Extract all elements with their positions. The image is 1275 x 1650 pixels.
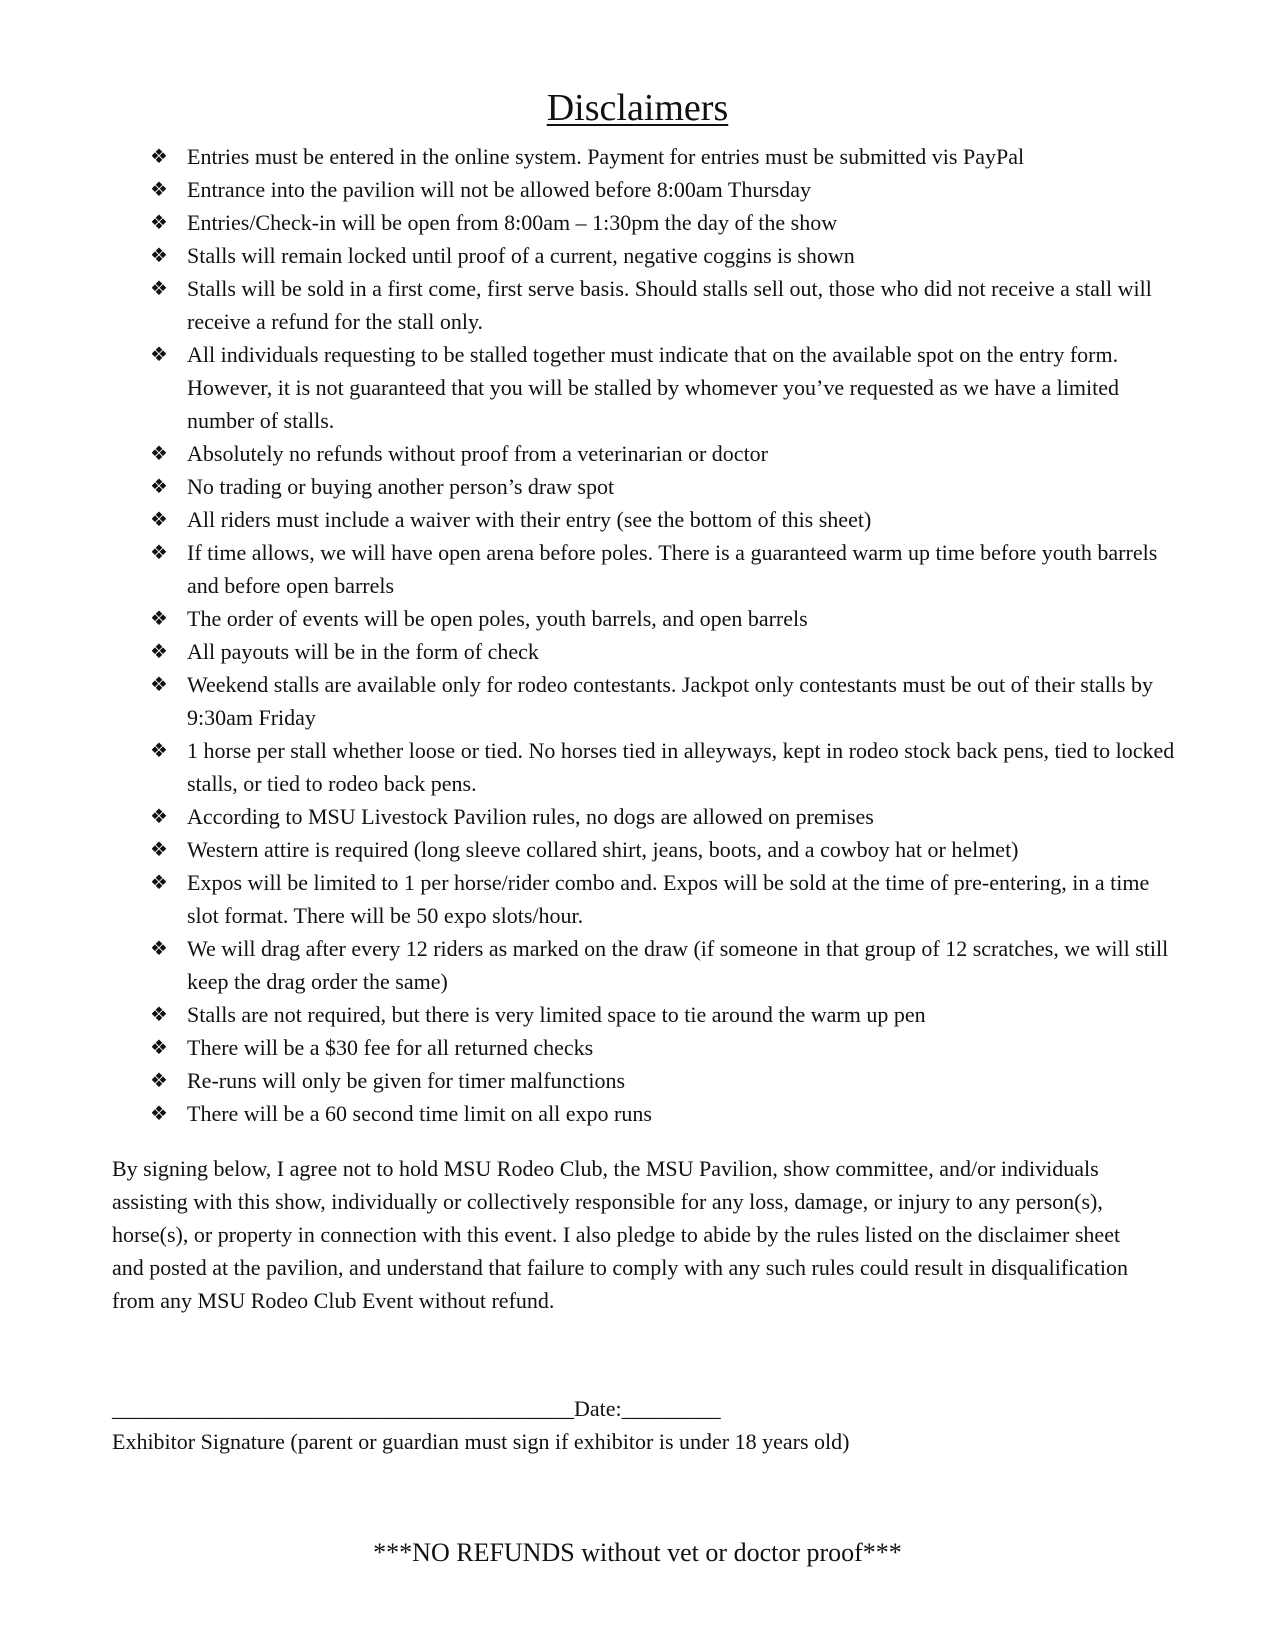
diamond-four-point-icon: ❖ bbox=[150, 870, 168, 894]
rule-text: Expos will be limited to 1 per horse/rider combo and. Expos will be sold at the time of pre-entering, in a time slot format. There will be 50 expo slots/hour. bbox=[187, 870, 1150, 928]
diamond-four-point-icon: ❖ bbox=[150, 210, 168, 234]
rule-text: No trading or buying another person’s draw spot bbox=[187, 474, 615, 499]
date-blank: _________ bbox=[621, 1396, 721, 1421]
diamond-four-point-icon: ❖ bbox=[150, 1068, 168, 1092]
signature-blank: __________________________________________ bbox=[112, 1396, 574, 1421]
rule-item bbox=[150, 536, 1180, 602]
rule-item bbox=[150, 833, 1180, 866]
rule-item bbox=[150, 800, 1180, 833]
rule-text: We will drag after every 12 riders as marked on the draw (if someone in that group of 12 scratches, we will still keep the drag order the same) bbox=[187, 936, 1169, 994]
rule-item bbox=[150, 635, 1180, 668]
diamond-four-point-icon: ❖ bbox=[150, 540, 168, 564]
rule-text: All individuals requesting to be stalled together must indicate that on the available spot on the entry form. However, it is not guaranteed that you will be stalled by whomever you’ve requested as we have a limited number of stalls. bbox=[187, 342, 1120, 433]
diamond-four-point-icon: ❖ bbox=[150, 738, 168, 762]
diamond-four-point-icon: ❖ bbox=[150, 342, 168, 366]
rule-text: Western attire is required (long sleeve collared shirt, jeans, boots, and a cowboy hat or helmet) bbox=[187, 837, 1019, 862]
diamond-four-point-icon: ❖ bbox=[150, 804, 168, 828]
rule-item bbox=[150, 437, 1180, 470]
rule-item bbox=[150, 173, 1180, 206]
diamond-four-point-icon: ❖ bbox=[150, 672, 168, 696]
rule-item bbox=[150, 1031, 1180, 1064]
rule-text: All payouts will be in the form of check bbox=[187, 639, 539, 664]
rule-text: If time allows, we will have open arena before poles. There is a guaranteed warm up time before youth barrels and before open barrels bbox=[187, 540, 1158, 598]
rule-item bbox=[150, 206, 1180, 239]
rules-list bbox=[150, 140, 1180, 1130]
diamond-four-point-icon: ❖ bbox=[150, 837, 168, 861]
diamond-four-point-icon: ❖ bbox=[150, 639, 168, 663]
diamond-four-point-icon: ❖ bbox=[150, 144, 168, 168]
rule-text: Entrance into the pavilion will not be allowed before 8:00am Thursday bbox=[187, 177, 811, 202]
rule-text: Weekend stalls are available only for rodeo contestants. Jackpot only contestants must be out of their stalls by 9:30am Friday bbox=[187, 672, 1153, 730]
rule-text: According to MSU Livestock Pavilion rules, no dogs are allowed on premises bbox=[187, 804, 874, 829]
rule-item bbox=[150, 470, 1180, 503]
rule-text: Entries must be entered in the online system. Payment for entries must be submitted vis PayPal bbox=[187, 144, 1025, 169]
signature-line bbox=[112, 1392, 721, 1425]
diamond-four-point-icon: ❖ bbox=[150, 1101, 168, 1125]
diamond-four-point-icon: ❖ bbox=[150, 177, 168, 201]
rule-text: Stalls will remain locked until proof of a current, negative coggins is shown bbox=[187, 243, 855, 268]
diamond-four-point-icon: ❖ bbox=[150, 606, 168, 630]
rule-item bbox=[150, 272, 1180, 338]
rule-text: Entries/Check-in will be open from 8:00am – 1:30pm the day of the show bbox=[187, 210, 838, 235]
rule-item bbox=[150, 602, 1180, 635]
page-title: Disclaimers bbox=[546, 87, 729, 129]
rule-item bbox=[150, 668, 1180, 734]
diamond-four-point-icon: ❖ bbox=[150, 936, 168, 960]
rule-item bbox=[150, 866, 1180, 932]
signature-caption: Exhibitor Signature (parent or guardian must sign if exhibitor is under 18 years old) bbox=[112, 1429, 850, 1454]
rule-text: There will be a $30 fee for all returned checks bbox=[187, 1035, 594, 1060]
date-label: Date: bbox=[574, 1396, 622, 1421]
rule-text: Absolutely no refunds without proof from a veterinarian or doctor bbox=[187, 441, 769, 466]
rule-item bbox=[150, 140, 1180, 173]
diamond-four-point-icon: ❖ bbox=[150, 243, 168, 267]
diamond-four-point-icon: ❖ bbox=[150, 1002, 168, 1026]
rule-text: The order of events will be open poles, youth barrels, and open barrels bbox=[187, 606, 808, 631]
agreement-paragraph: By signing below, I agree not to hold MSU Rodeo Club, the MSU Pavilion, show committee, and/or individuals assisting with this show, individually or collectively responsible for any loss, damage, or injury to any person(s), horse(s), or property in connection with this event. I also pledge to abide by the rules listed on the disclaimer sheet and posted at the pavilion, and understand that failure to comply with any such rules could result in disqualification from any MSU Rodeo Club Event without refund. bbox=[112, 1156, 1129, 1313]
diamond-four-point-icon: ❖ bbox=[150, 276, 168, 300]
diamond-four-point-icon: ❖ bbox=[150, 507, 168, 531]
no-refunds-note: ***NO REFUNDS without vet or doctor proof*** bbox=[373, 1538, 902, 1567]
rule-item bbox=[150, 932, 1180, 998]
rule-text: All riders must include a waiver with their entry (see the bottom of this sheet) bbox=[187, 507, 872, 532]
diamond-four-point-icon: ❖ bbox=[150, 474, 168, 498]
rule-item bbox=[150, 1097, 1180, 1130]
diamond-four-point-icon: ❖ bbox=[150, 1035, 168, 1059]
rule-text: There will be a 60 second time limit on all expo runs bbox=[187, 1101, 652, 1126]
rule-item bbox=[150, 338, 1180, 437]
rule-text: Re-runs will only be given for timer malfunctions bbox=[187, 1068, 626, 1093]
rule-text: 1 horse per stall whether loose or tied. No horses tied in alleyways, kept in rodeo stock back pens, tied to locked stalls, or tied to rodeo back pens. bbox=[187, 738, 1175, 796]
rule-item bbox=[150, 998, 1180, 1031]
diamond-four-point-icon: ❖ bbox=[150, 441, 168, 465]
rule-item bbox=[150, 239, 1180, 272]
rule-item bbox=[150, 734, 1180, 800]
rule-item bbox=[150, 1064, 1180, 1097]
rule-text: Stalls will be sold in a first come, first serve basis. Should stalls sell out, those who did not receive a stall will receive a refund for the stall only. bbox=[187, 276, 1152, 334]
rule-item bbox=[150, 503, 1180, 536]
rule-text: Stalls are not required, but there is very limited space to tie around the warm up pen bbox=[187, 1002, 926, 1027]
